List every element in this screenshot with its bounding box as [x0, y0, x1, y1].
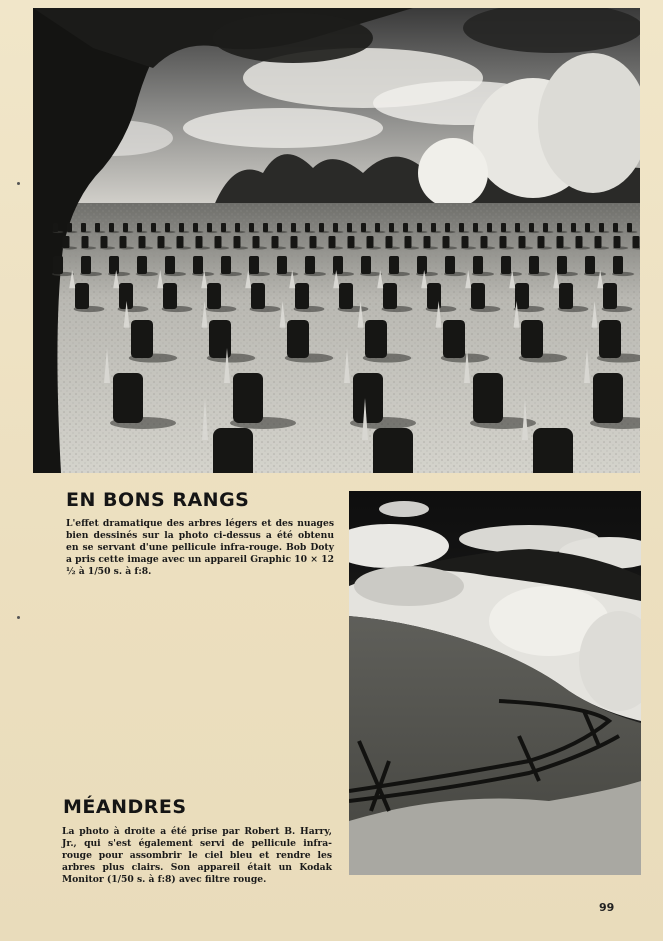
margin-mark [17, 182, 20, 185]
article-title-1: EN BONS RANGS [66, 489, 250, 511]
article-title-2: MÉANDRES [63, 796, 187, 818]
article-caption-2: La photo à droite a été prise par Robert B. Harry, Jr., qui s'est également servi de pellicule infra-rouge pour assombrir le ciel bleu et rendre les arbres plus clairs. Son appareil était un Kodak Monitor (1/50 s. à f:8) avec filtre rouge. [62, 826, 332, 885]
page-number: 99 [599, 901, 615, 914]
margin-mark [17, 616, 20, 619]
cemetery-photo [33, 8, 640, 473]
meadow-photo [349, 491, 641, 875]
article-caption-1: L'effet dramatique des arbres légers et des nuages bien dessinés sur la photo ci-dessus a été obtenu en se servant d'une pellicule infra-rouge. Bob Doty a pris cette image avec un appareil Graphic 10 × 12 ½ à 1/50 s. à f:8. [66, 518, 334, 577]
